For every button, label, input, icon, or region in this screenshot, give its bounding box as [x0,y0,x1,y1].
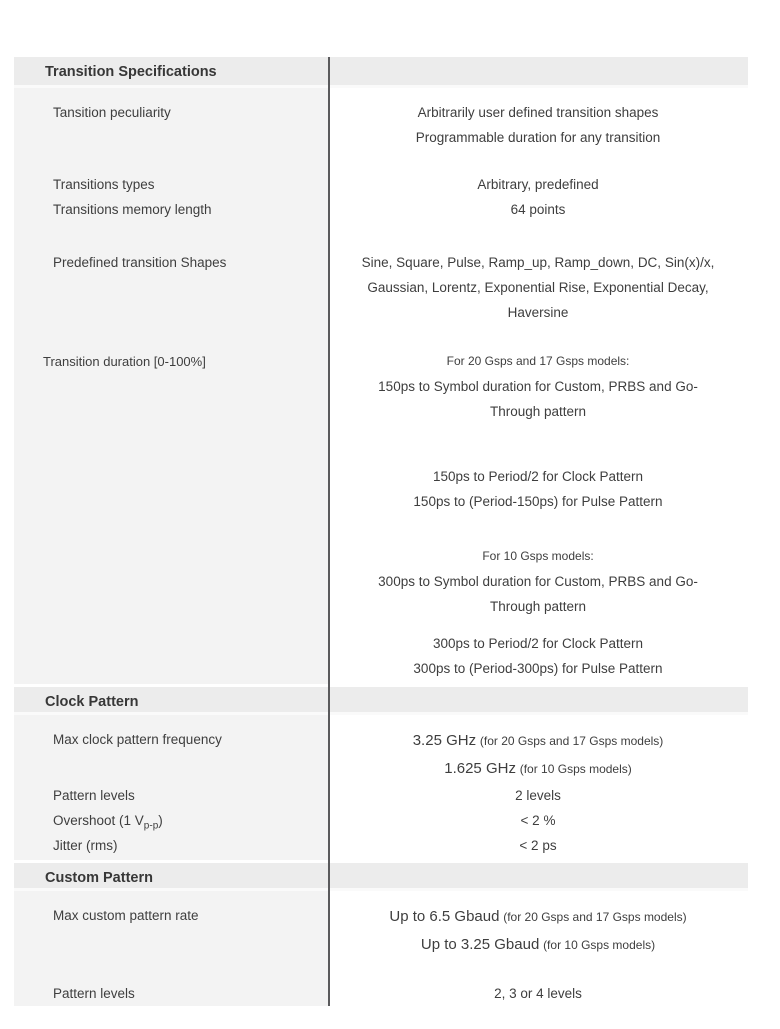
value-note: (for 10 Gsps models) [519,762,632,776]
spec-value-line: Gaussian, Lorentz, Exponential Rise, Exponential Decay, [367,280,709,295]
spec-label: Jitter (rms) [14,833,328,860]
spec-row-max-custom-pattern-rate [14,891,748,981]
spec-value-line [328,727,748,755]
spec-value-line [328,755,748,783]
spec-value-line: < 2 % [520,813,556,828]
spec-label: Transitions memory length [14,197,328,222]
spec-value [328,891,748,981]
value-main: 1.625 GHz [444,760,516,777]
spec-value-line: 64 points [510,202,566,217]
spec-value [328,783,748,808]
spec-label: Pattern levels [14,981,328,1006]
spec-value-line: 150ps to Period/2 for Clock Pattern [432,469,644,484]
spec-value [328,337,748,684]
spec-value-line [328,903,748,931]
spec-label: Tansition peculiarity [14,88,328,172]
spec-value-line: 2 levels [515,788,561,803]
value-note: (for 20 Gsps and 17 Gsps models) [503,910,687,924]
spec-row-max-clock-pattern-frequency [14,715,748,783]
label-pre: Overshoot (1 V [53,813,144,828]
spec-table [14,57,748,1006]
label-subscript: p-p [143,820,159,832]
spec-row-transition-duration [14,337,748,684]
spec-value-line: Haversine [507,305,569,320]
spec-value-line: For 10 Gsps models: [482,549,594,563]
label-post: ) [158,813,163,828]
spec-row-custom-pattern-levels [14,981,748,1006]
spec-value-line: 150ps to Symbol duration for Custom, PRBS and Go- [378,379,698,394]
spec-value [328,172,748,197]
spec-row-overshoot [14,808,748,833]
section-header-transition-specifications: Transition Specifications [14,57,748,88]
value-main: Up to 3.25 Gbaud [420,936,540,953]
spec-value-line: < 2 ps [519,838,557,853]
column-divider [328,57,330,1006]
spec-value-line: Through pattern [489,404,587,419]
spec-row-transitions-memory-length [14,197,748,222]
spec-value [328,197,748,222]
value-note: (for 20 Gsps and 17 Gsps models) [479,734,664,748]
spec-label: Transitions types [14,172,328,197]
spec-value-line: Through pattern [489,599,587,614]
spec-value-line [328,931,748,959]
spec-value-line: Programmable duration for any transition [415,130,661,145]
section-header-custom-pattern: Custom Pattern [14,860,748,891]
spec-value-line: 300ps to (Period-300ps) for Pulse Pattern [413,661,663,676]
spec-row-clock-pattern-levels [14,783,748,808]
spec-value [328,833,748,860]
value-main: Up to 6.5 Gbaud [389,908,500,925]
spec-row-transition-peculiarity [14,88,748,172]
spec-value-line: 300ps to Symbol duration for Custom, PRBS and Go- [378,574,698,589]
value-note: (for 10 Gsps models) [543,938,656,952]
spec-value-line: 300ps to Period/2 for Clock Pattern [432,636,644,651]
spec-value-line: 2, 3 or 4 levels [494,986,582,1001]
spec-label: Max clock pattern frequency [14,715,328,783]
spec-label [14,808,328,833]
spec-label: Predefined transition Shapes [14,222,328,337]
spec-value [328,88,748,172]
spec-value-line: For 20 Gsps and 17 Gsps models: [446,354,630,368]
spec-value [328,981,748,1006]
spec-value-line: 150ps to (Period-150ps) for Pulse Pattern [413,494,663,509]
spec-value [328,222,748,337]
spec-value-line: Sine, Square, Pulse, Ramp_up, Ramp_down, DC, Sin(x)/x, [361,255,715,270]
spec-label: Pattern levels [14,783,328,808]
value-main: 3.25 GHz [412,732,477,749]
spec-value [328,715,748,783]
spec-row-predefined-transition-shapes [14,222,748,337]
spec-row-transitions-types [14,172,748,197]
spec-value-line: Arbitrary, predefined [477,177,599,192]
spec-value-line: Arbitrarily user defined transition shapes [417,105,659,120]
spec-value [328,808,748,833]
spec-label: Max custom pattern rate [14,891,328,981]
section-header-clock-pattern: Clock Pattern [14,684,748,715]
spec-label: Transition duration [0-100%] [14,337,328,684]
spec-row-jitter [14,833,748,860]
